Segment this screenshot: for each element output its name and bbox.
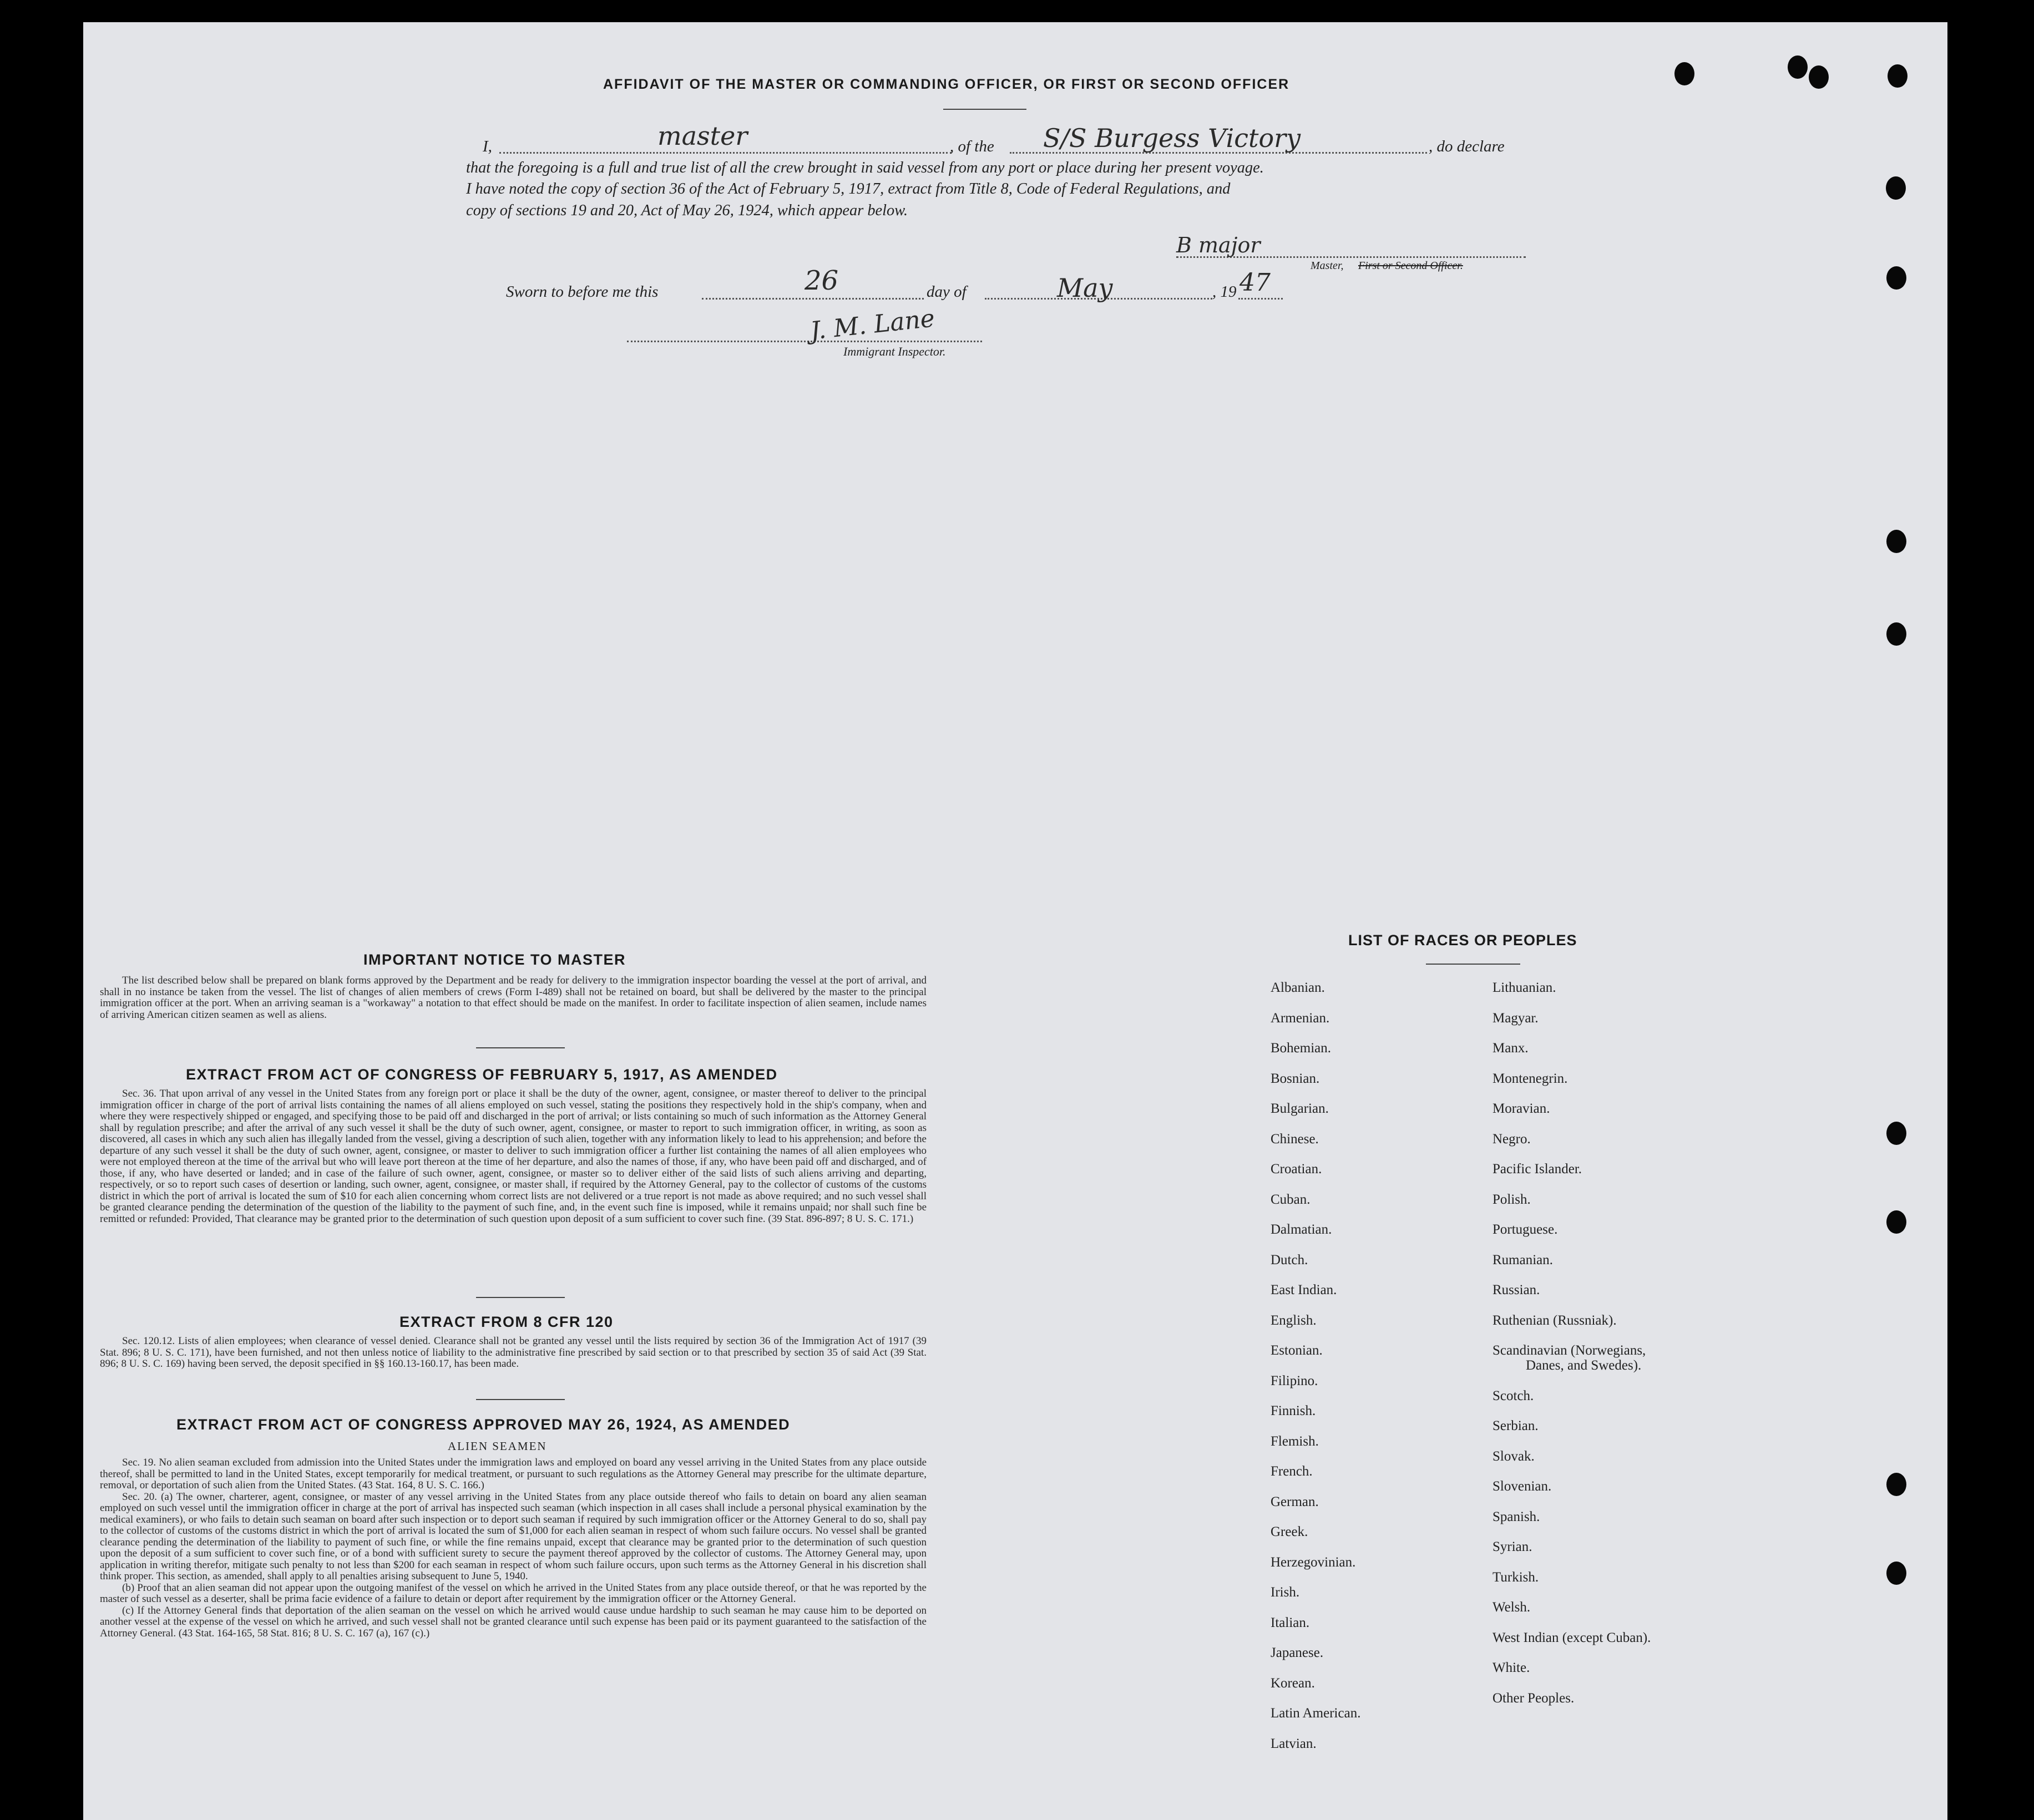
race-item: Japanese. xyxy=(1271,1645,1324,1660)
handwritten-vessel: S/S Burgess Victory xyxy=(1043,123,1301,153)
sworn-prefix: Sworn to before me this xyxy=(506,283,659,301)
race-item: Latvian. xyxy=(1271,1736,1317,1751)
race-item: Irish. xyxy=(1271,1585,1300,1600)
race-item: Montenegrin. xyxy=(1492,1071,1568,1086)
extract-cfr-text: Sec. 120.12. Lists of alien employees; when clearance of vessel denied. Clearance shall not be granted any vessel until the lists required by section 36 of the Immigration Act of 1917 (39 Stat. 896; 8 U. S. C. 171), have been furnished, and not then unless notice of liability to the administrative fine prescribed by said section or to that prescribed by section 35 of said Act (39 Stat. 896; 8 U. S. C. 169) having been served, the deposit specified in §§ 160.13-160.17, has been made. xyxy=(100,1335,927,1370)
race-item: Slovenian. xyxy=(1492,1479,1552,1494)
race-item: Chinese. xyxy=(1271,1131,1319,1147)
rank-blank xyxy=(499,152,952,154)
punch-hole xyxy=(1886,622,1906,646)
race-item: Welsh. xyxy=(1492,1600,1531,1615)
race-item: Estonian. xyxy=(1271,1343,1323,1358)
inspector-signature-line xyxy=(627,341,982,342)
extract-1924-body xyxy=(100,1457,927,1639)
race-item: Bosnian. xyxy=(1271,1071,1320,1086)
first-second-officer-label-struck: First or Second Officer. xyxy=(1358,260,1463,272)
race-item: Manx. xyxy=(1492,1041,1529,1056)
race-item: Turkish. xyxy=(1492,1569,1539,1585)
punch-hole xyxy=(1886,176,1906,200)
race-item: Cuban. xyxy=(1271,1192,1311,1207)
notice-text: The list described below shall be prepared on blank forms approved by the Department and be ready for delivery to the immigration inspector boarding the vessel at the port of arrival, and shall in no instance be taken from the vessel. The list of changes of alien members of crews (Form I-489) shall not be retained on board, but shall be delivered by the master to the principal immigration officer at the port. When an arriving seaman is a "workaway" a notation to that effect should be made on the manifest. In order to facilitate inspection of alien seamen, include names of arriving American citizen seamen as well as aliens. xyxy=(100,975,927,1021)
race-item: East Indian. xyxy=(1271,1282,1337,1297)
handwritten-year: 47 xyxy=(1239,268,1271,297)
race-item: German. xyxy=(1271,1494,1319,1509)
punch-hole xyxy=(1788,55,1808,79)
race-item: Magyar. xyxy=(1492,1010,1539,1026)
punch-hole xyxy=(1886,266,1906,290)
race-item: Spanish. xyxy=(1492,1509,1540,1524)
sec20a-text: Sec. 20. (a) The owner, charterer, agent, consignee, or master of any vessel arriving in the United States from any place outside thereof who fails to detain on board any alien seaman employed on such vessel until the immigration officer in charge at the port of arrival has inspected such seaman (which inspection in all cases shall include a personal physical examination by the medical examiners), or who fails to detain such seaman on board after such inspection or to deport such seaman if required by such immigration officer or the Attorney General to do so, shall pay to the collector of customs of the customs district in which the port of arrival is located the sum of $1,000 for each alien seaman in respect of whom such failure occurs. No vessel shall be granted clearance pending the determination of the liability to payment of such fine, or while the fine remains unpaid, except that clearance may be granted prior to the determination of such question upon the deposit of a sum sufficient to cover such fine, or of a bond with sufficient surety to secure the payment thereof approved by the collector of customs. The Attorney General may, upon application in writing therefor, mitigate such penalty to not less than $200 for each seaman in respect of whom such failure occurs, upon such terms as the Attorney General in his discretion shall think proper. This section, as amended, shall apply to all penalties arising subsequent to June 5, 1940. xyxy=(100,1491,927,1582)
race-item: White. xyxy=(1492,1660,1530,1675)
punch-hole xyxy=(1674,62,1694,85)
race-item: Finnish. xyxy=(1271,1403,1316,1418)
races-title: LIST OF RACES OR PEOPLES xyxy=(1348,932,1577,949)
race-item: Negro. xyxy=(1492,1131,1531,1147)
race-item: Serbian. xyxy=(1492,1418,1539,1433)
punch-hole xyxy=(1888,64,1907,88)
race-item: Slovak. xyxy=(1492,1448,1535,1464)
race-item: Italian. xyxy=(1271,1615,1310,1630)
race-item: Albanian. xyxy=(1271,980,1325,995)
punch-hole xyxy=(1809,65,1829,89)
race-item: Latin American. xyxy=(1271,1706,1361,1721)
punch-hole xyxy=(1886,1210,1906,1234)
race-item: Greek. xyxy=(1271,1524,1308,1539)
race-item: Pacific Islander. xyxy=(1492,1162,1582,1177)
race-item: Armenian. xyxy=(1271,1010,1330,1026)
extract-1917-title: EXTRACT FROM ACT OF CONGRESS OF FEBRUARY 5, 1917, AS AMENDED xyxy=(186,1066,778,1083)
punch-hole xyxy=(1886,1473,1906,1496)
race-item: Bulgarian. xyxy=(1271,1101,1329,1116)
race-item: Moravian. xyxy=(1492,1101,1550,1116)
section-divider xyxy=(476,1399,565,1400)
sworn-year-prefix: , 19 xyxy=(1212,283,1237,301)
day-blank xyxy=(702,298,924,300)
race-item: Dalmatian. xyxy=(1271,1222,1332,1237)
handwritten-rank: master xyxy=(657,121,748,151)
affidavit-title: AFFIDAVIT OF THE MASTER OR COMMANDING OFFICER, OR FIRST OR SECOND OFFICER xyxy=(603,77,1290,92)
race-item: Rumanian. xyxy=(1492,1252,1554,1268)
race-item: English. xyxy=(1271,1312,1317,1328)
notice-title: IMPORTANT NOTICE TO MASTER xyxy=(363,951,626,968)
race-item: Scandinavian (Norwegians, xyxy=(1492,1343,1646,1358)
title-divider xyxy=(943,109,1026,110)
handwritten-day: 26 xyxy=(805,265,839,296)
year-blank xyxy=(1238,298,1283,300)
race-item: French. xyxy=(1271,1464,1313,1479)
punch-hole xyxy=(1886,1122,1906,1145)
race-item: Ruthenian (Russniak). xyxy=(1492,1312,1617,1328)
races-divider xyxy=(1426,964,1520,965)
race-item: Danes, and Swedes). xyxy=(1526,1358,1642,1373)
extract-cfr-title: EXTRACT FROM 8 CFR 120 xyxy=(399,1314,614,1330)
sworn-day-word: day of xyxy=(927,283,967,301)
punch-hole xyxy=(1886,1562,1906,1585)
race-item: Korean. xyxy=(1271,1675,1315,1691)
alien-seamen-subtitle: ALIEN SEAMEN xyxy=(448,1439,547,1453)
race-item: Filipino. xyxy=(1271,1373,1318,1388)
inspector-label: Immigrant Inspector. xyxy=(843,344,946,358)
affidavit-line3: I have noted the copy of section 36 of the Act of February 5, 1917, extract from Title 8, Code of Federal Regulations, and xyxy=(466,180,1231,197)
race-item: Flemish. xyxy=(1271,1433,1319,1449)
race-item: Syrian. xyxy=(1492,1539,1532,1554)
race-item: Russian. xyxy=(1492,1282,1540,1297)
race-item: Portuguese. xyxy=(1492,1222,1558,1237)
extract-1924-title: EXTRACT FROM ACT OF CONGRESS APPROVED MAY 26, 1924, AS AMENDED xyxy=(176,1416,791,1433)
master-signature: B major xyxy=(1176,233,1261,257)
sec20c-text: (c) If the Attorney General finds that deportation of the alien seaman on the vessel on which he arrived would cause undue hardship to such seaman he may cause him to be deported on another vessel at the expense of the vessel on which he arrived, and such vessel shall not be granted clearance until such expense has been paid or its payment guaranteed to the satisfaction of the Attorney General. (43 Stat. 164-165, 58 Stat. 816; 8 U. S. C. 167 (a), 167 (c).) xyxy=(100,1604,927,1639)
race-item: Other Peoples. xyxy=(1492,1690,1575,1706)
affidavit-line2: that the foregoing is a full and true list of all the crew brought in said vessel from any port or place during her present voyage. xyxy=(466,159,1264,176)
affidavit-line1-suffix: , do declare xyxy=(1429,138,1505,155)
race-item: Croatian. xyxy=(1271,1162,1322,1177)
affidavit-line4: copy of sections 19 and 20, Act of May 26, 1924, which appear below. xyxy=(466,202,908,219)
race-item: Lithuanian. xyxy=(1492,980,1556,995)
punch-hole xyxy=(1886,530,1906,553)
race-item: Dutch. xyxy=(1271,1252,1308,1268)
affidavit-line1-of-the: , of the xyxy=(950,138,994,155)
race-item: Polish. xyxy=(1492,1192,1531,1207)
section-divider xyxy=(476,1297,565,1298)
affidavit-line1-prefix: I, xyxy=(483,138,492,155)
race-item: Scotch. xyxy=(1492,1388,1534,1403)
master-label: Master, xyxy=(1311,260,1344,272)
race-item: Bohemian. xyxy=(1271,1041,1332,1056)
sec20b-text: (b) Proof that an alien seaman did not appear upon the outgoing manifest of the vessel on which he arrived in the United States from any place outside thereof, or that he was reported by the master of such vessel as a deserter, shall be prima facie evidence of a failure to detain or deport after requirement by the immigration officer or the Attorney General. xyxy=(100,1581,927,1605)
race-item: West Indian (except Cuban). xyxy=(1492,1630,1651,1645)
section-divider xyxy=(476,1047,565,1048)
race-item: Herzegovinian. xyxy=(1271,1554,1356,1570)
extract-1917-text: Sec. 36. That upon arrival of any vessel in the United States from any foreign port or place it shall be the duty of the owner, agent, consignee, or master thereof to deliver to the principal immigration officer in charge of the port of arrival lists containing the names of all aliens employed on such vessel, stating the positions they respectively hold in the ship's company, when and where they were respectively shipped or engaged, and specifying those to be paid off and discharged in the port of arrival; or lists containing so much of such information as the Attorney General shall by regulation prescribe; and after the arrival of any such vessel it shall be the duty of such owner, agent, consignee, or master to report to such immigration officer, in writing, as soon as discovered, all cases in which any such alien has illegally landed from the vessel, giving a description of such alien, together with any information likely to lead to his apprehension; and before the departure of any such vessel it shall be the duty of such owner, agent, consignee, or master to deliver to such immigration officer a further list containing the names of all alien employees who were not employed thereon at the time of the arrival but who will leave port thereon at the time of her departure, and also the names of those, if any, who have been paid off and discharged, and of those, if any, who have deserted or landed; and in case of the failure of such owner, agent, consignee, or master so to deliver either of the said lists of such aliens arriving and departing, respectively, or so to report such cases of desertion or landing, such owner, agent, consignee, or master shall, if required by the Attorney General, pay to the collector of customs of the customs district in which the port of arrival is located the sum of $10 for each alien concerning whom correct lists are not delivered or a true report is not made as above required; and no such vessel shall be granted clearance pending the determination of the question of the liability to the payment of such fine, and, in the event such fine is imposed, while it remains unpaid; nor shall such fine be remitted or refunded: Provided, That clearance may be granted prior to the determination of such question upon deposit of a sum sufficient to cover such fine. (39 Stat. 896-897; 8 U. S. C. 171.) xyxy=(100,1088,927,1225)
sec19-text: Sec. 19. No alien seaman excluded from admission into the United States under the immigration laws and employed on board any vessel arriving in the United States from any place outside thereof, shall be permitted to land in the United States, except temporarily for medical treatment, or pursuant to such regulations as the Attorney General may prescribe for the ultimate departure, removal, or deportation of such alien from the United States. (43 Stat. 164, 8 U. S. C. 166.) xyxy=(100,1457,927,1491)
inspector-signature: J. M. Lane xyxy=(808,304,937,346)
races-right-column xyxy=(1492,973,1651,1713)
handwritten-month: May xyxy=(1057,273,1113,303)
races-left-column xyxy=(1271,973,1360,1759)
